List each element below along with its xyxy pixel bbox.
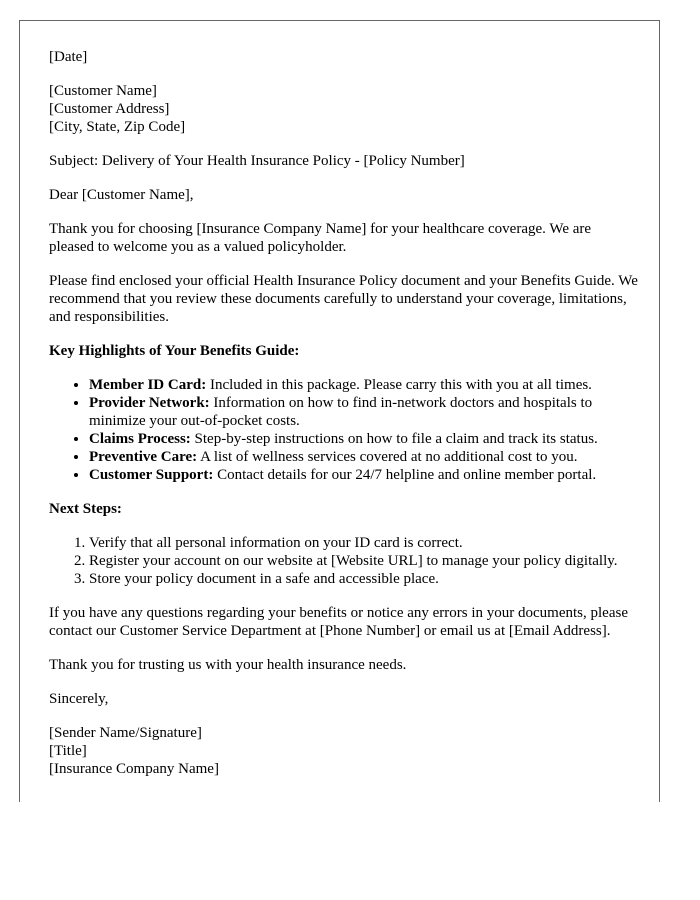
- list-item: [89, 430, 639, 448]
- highlight-text: Information on how to find in-network doctors and hospitals to minimize your out-of-pocket costs.: [89, 395, 593, 429]
- thanks-paragraph: Thank you for trusting us with your health insurance needs.: [49, 657, 407, 673]
- recipient-city-state-zip: [City, State, Zip Code]: [49, 119, 186, 135]
- list-item: 3. Store your policy document in a safe and accessible place.: [89, 570, 639, 588]
- highlights-heading: Key Highlights of Your Benefits Guide:: [49, 343, 300, 359]
- letter-date: [Date]: [49, 49, 88, 65]
- enclosure-paragraph: Please find enclosed your official Health Insurance Policy document and your Benefits Guide. We recommend that you review these documents carefully to understand your coverage, limitations, and responsibilities.: [49, 273, 638, 325]
- signature-block: [49, 724, 639, 778]
- list-item: [89, 394, 639, 430]
- highlight-title: Customer Support:: [89, 467, 214, 483]
- list-item: [89, 466, 639, 484]
- highlight-text: A list of wellness services covered at no additional cost to you.: [197, 449, 578, 465]
- list-item: [89, 448, 639, 466]
- letter-content: [49, 48, 639, 794]
- recipient-block: [49, 82, 639, 136]
- highlight-text: Step-by-step instructions on how to file a claim and track its status.: [190, 431, 598, 447]
- list-item: [89, 376, 639, 394]
- next-steps-list: [49, 534, 639, 588]
- salutation: Dear [Customer Name],: [49, 187, 194, 203]
- closing: Sincerely,: [49, 691, 109, 707]
- letter-page: [19, 20, 660, 802]
- sender-company: [Insurance Company Name]: [49, 761, 219, 777]
- recipient-name: [Customer Name]: [49, 83, 157, 99]
- highlight-text: Contact details for our 24/7 helpline and online member portal.: [213, 467, 597, 483]
- list-item: 1. Verify that all personal information on your ID card is correct.: [89, 534, 639, 552]
- highlight-title: Preventive Care:: [89, 449, 198, 465]
- subject-line: Subject: Delivery of Your Health Insurance Policy - [Policy Number]: [49, 153, 465, 169]
- next-steps-heading: Next Steps:: [49, 501, 122, 517]
- sender-name: [Sender Name/Signature]: [49, 725, 202, 741]
- highlight-text: Included in this package. Please carry this with you at all times.: [206, 377, 592, 393]
- intro-paragraph: Thank you for choosing [Insurance Company Name] for your healthcare coverage. We are pleased to welcome you as a valued policyholder.: [49, 221, 592, 255]
- contact-paragraph: If you have any questions regarding your benefits or notice any errors in your documents, please contact our Customer Service Department at [Phone Number] or email us at [Email Address].: [49, 605, 628, 639]
- list-item: 2. Register your account on our website at [Website URL] to manage your policy digitally.: [89, 552, 639, 570]
- highlights-list: [49, 376, 639, 484]
- highlight-title: Claims Process:: [89, 431, 191, 447]
- highlight-title: Provider Network:: [89, 395, 210, 411]
- sender-title: [Title]: [49, 743, 87, 759]
- recipient-address: [Customer Address]: [49, 101, 170, 117]
- highlight-title: Member ID Card:: [89, 377, 207, 393]
